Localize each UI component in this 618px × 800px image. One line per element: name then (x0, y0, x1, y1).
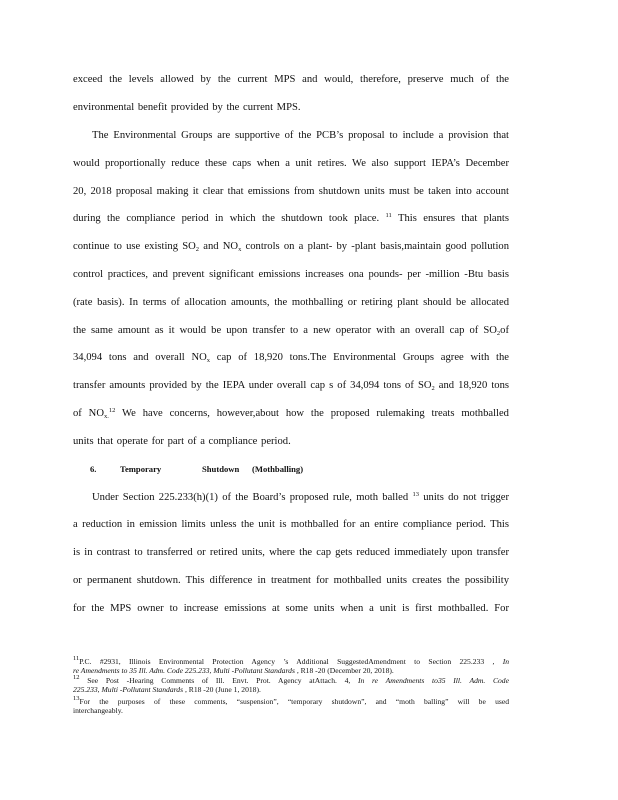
footnote-text: For the purposes of these comments, “suspension”, “temporary shutdown”, and “moth balling” will be used (79, 697, 509, 706)
subscript: 2 (496, 330, 501, 337)
heading-word: Shutdown (202, 464, 240, 474)
subscript: 2 (195, 246, 200, 253)
body-text: units do not trigger (423, 492, 510, 503)
body-line (73, 324, 509, 338)
footnote-line (73, 657, 509, 666)
body-line: units that operate for part of a compliance period. (73, 436, 291, 447)
heading-number: 6. (90, 464, 97, 474)
footnote-ref: 12 (108, 407, 116, 414)
body-line: (rate basis). In terms of allocation amounts, the mothballing or retiring plant should be allocated (73, 297, 509, 308)
body-line: The Environmental Groups are supportive of the PCB’s proposal to include a provision that (92, 130, 509, 141)
heading-word: Temporary (120, 464, 162, 474)
body-line (73, 351, 509, 365)
body-line (92, 491, 509, 505)
body-text: continue to use existing SO (73, 241, 196, 252)
subscript: x (206, 357, 211, 364)
body-text: of NO (73, 408, 104, 419)
footnote-text: P.C. #2931, Illinois Environmental Protection Agency ’s Additional SuggestedAmendment to Section 225.233 , (79, 657, 495, 666)
body-text: This ensures that plants (398, 213, 509, 224)
footnote-citation: In re Amendments to35 Ill. Adm. Code (357, 676, 509, 685)
body-text: transfer amounts provided by the IEPA under overall cap s of 34,094 tons of SO (73, 380, 432, 391)
footnote-line (73, 685, 509, 694)
body-text: Under Section 225.233(h)(1) of the Board’s proposed rule, moth balled (92, 492, 409, 503)
section-heading (90, 464, 303, 474)
footnote-mark: 13 (73, 695, 80, 702)
subscript: x (238, 246, 242, 253)
heading-word: (Mothballing) (252, 464, 304, 474)
body-line: exceed the levels allowed by the current MPS and would, therefore, preserve much of the (73, 74, 509, 85)
footnote-citation: 225.233, Multi -Pollutant Standards (73, 685, 184, 694)
body-text: during the compliance period in which the shutdown took place. (73, 213, 380, 224)
body-line (73, 407, 509, 421)
footnote-text: , R18 -20 (June 1, 2018). (184, 685, 261, 694)
footnote-line: interchangeably. (73, 706, 123, 715)
footnote-line (73, 666, 509, 675)
footnote-ref: 13 (412, 491, 419, 498)
body-line: is in contrast to transferred or retired units, where the cap gets reduced immediately upon transfer (73, 547, 509, 558)
body-line: would proportionally reduce these caps when a unit retires. We also support IEPA’s December (73, 158, 509, 169)
body-text: We have concerns, however,about how the proposed rulemaking treats mothballed (122, 408, 509, 419)
footnote-mark: 12 (73, 674, 80, 681)
body-line (73, 240, 509, 254)
body-line: 20, 2018 proposal making it clear that emissions from shutdown units must be taken into account (73, 186, 509, 197)
footnote-line (73, 697, 509, 706)
body-line: control practices, and prevent significant emissions increases ona pounds- per -million -Btu basis (73, 269, 509, 280)
body-line (73, 212, 509, 226)
footnote-line (73, 676, 509, 685)
body-line: or permanent shutdown. This difference in treatment for mothballed units creates the possibility (73, 575, 509, 586)
body-text: controls on a plant- by -plant basis,maintain good pollution (245, 241, 509, 252)
body-text: cap of 18,920 tons.The Environmental Groups agree with the (216, 352, 509, 363)
body-text: and NO (203, 241, 239, 252)
footnote-citation: In (502, 657, 510, 666)
body-text: 34,094 tons and overall NO (73, 352, 207, 363)
body-text: the same amount as it would be upon transfer to a new operator with an overall cap of SO (73, 325, 497, 336)
body-text: and 18,920 tons (438, 380, 509, 391)
body-line: environmental benefit provided by the current MPS. (73, 102, 301, 113)
footnote-text: , R18 -20 (December 20, 2018). (296, 666, 394, 675)
subscript: x. (103, 413, 109, 420)
body-line: a reduction in emission limits unless the unit is mothballed for an entire compliance period. This (73, 519, 509, 530)
footnote-citation: re Amendments to 35 Ill. Adm. Code 225.233, Multi -Pollutant Standards (73, 666, 295, 675)
body-line (73, 379, 509, 393)
footnote-mark: 11 (73, 655, 80, 662)
body-line: for the MPS owner to increase emissions at some units when a unit is first mothballed. For (73, 603, 509, 614)
body-text: of (500, 325, 509, 336)
subscript: 2 (431, 385, 435, 392)
footnote-ref: 11 (385, 212, 392, 219)
footnote-text: See Post -Hearing Comments of Ill. Envt. Prot. Agency atAttach. 4, (87, 676, 351, 685)
